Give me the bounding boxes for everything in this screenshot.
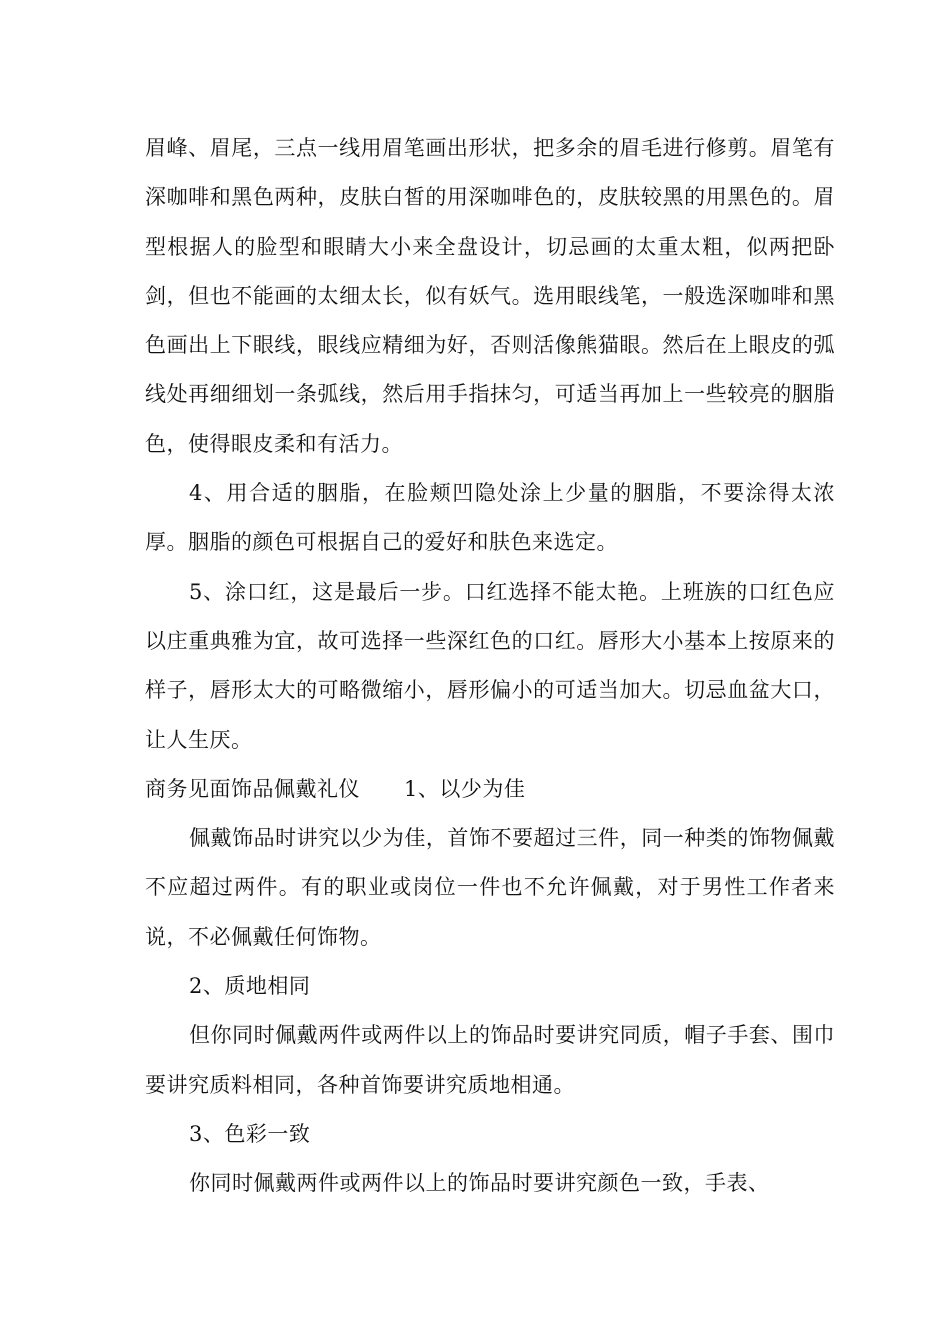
section-title: 商务见面饰品佩戴礼仪	[145, 776, 360, 801]
section-heading-line	[145, 765, 835, 814]
paragraph-lipstick: 5、涂口红，这是最后一步。口红选择不能太艳。上班族的口红色应以庄重典雅为宜，故可选择一些深红色的口红。唇形大小基本上按原来的样子，唇形太大的可略微缩小，唇形偏小的可适当加大。切忌血盆大口，让人生厌。	[145, 579, 835, 752]
paragraph-less-is-more: 佩戴饰品时讲究以少为佳，首饰不要超过三件，同一种类的饰物佩戴不应超过两件。有的职业或岗位一件也不允许佩戴，对于男性工作者来说，不必佩戴任何饰物。	[145, 826, 835, 949]
paragraph-same-material: 但你同时佩戴两件或两件以上的饰品时要讲究同质，帽子手套、围巾要讲究质料相同，各种首饰要讲究质地相通。	[145, 1023, 835, 1097]
item-title-less-is-more: 1、以少为佳	[404, 776, 526, 801]
item-title-same-material: 2、质地相同	[189, 974, 311, 999]
paragraph-consistent-color: 你同时佩戴两件或两件以上的饰品时要讲究颜色一致，手表、	[189, 1171, 770, 1196]
item-title-consistent-color: 3、色彩一致	[189, 1121, 311, 1146]
paragraph-eyebrow-eyeliner: 眉峰、眉尾，三点一线用眉笔画出形状，把多余的眉毛进行修剪。眉笔有深咖啡和黑色两种，皮肤白皙的用深咖啡色的，皮肤较黑的用黑色的。眉型根据人的脸型和眼睛大小来全盘设计，切忌画的太重太粗，似两把卧剑，但也不能画的太细太长，似有妖气。选用眼线笔，一般选深咖啡和黑色画出上下眼线，眼线应精细为好，否则活像熊猫眼。然后在上眼皮的弧线处再细细划一条弧线，然后用手指抹匀，可适当再加上一些较亮的胭脂色，使得眼皮柔和有活力。	[145, 136, 835, 456]
document-body	[145, 124, 835, 1209]
paragraph-blush: 4、用合适的胭脂，在脸颊凹隐处涂上少量的胭脂，不要涂得太浓厚。胭脂的颜色可根据自己的爱好和肤色来选定。	[145, 481, 835, 555]
